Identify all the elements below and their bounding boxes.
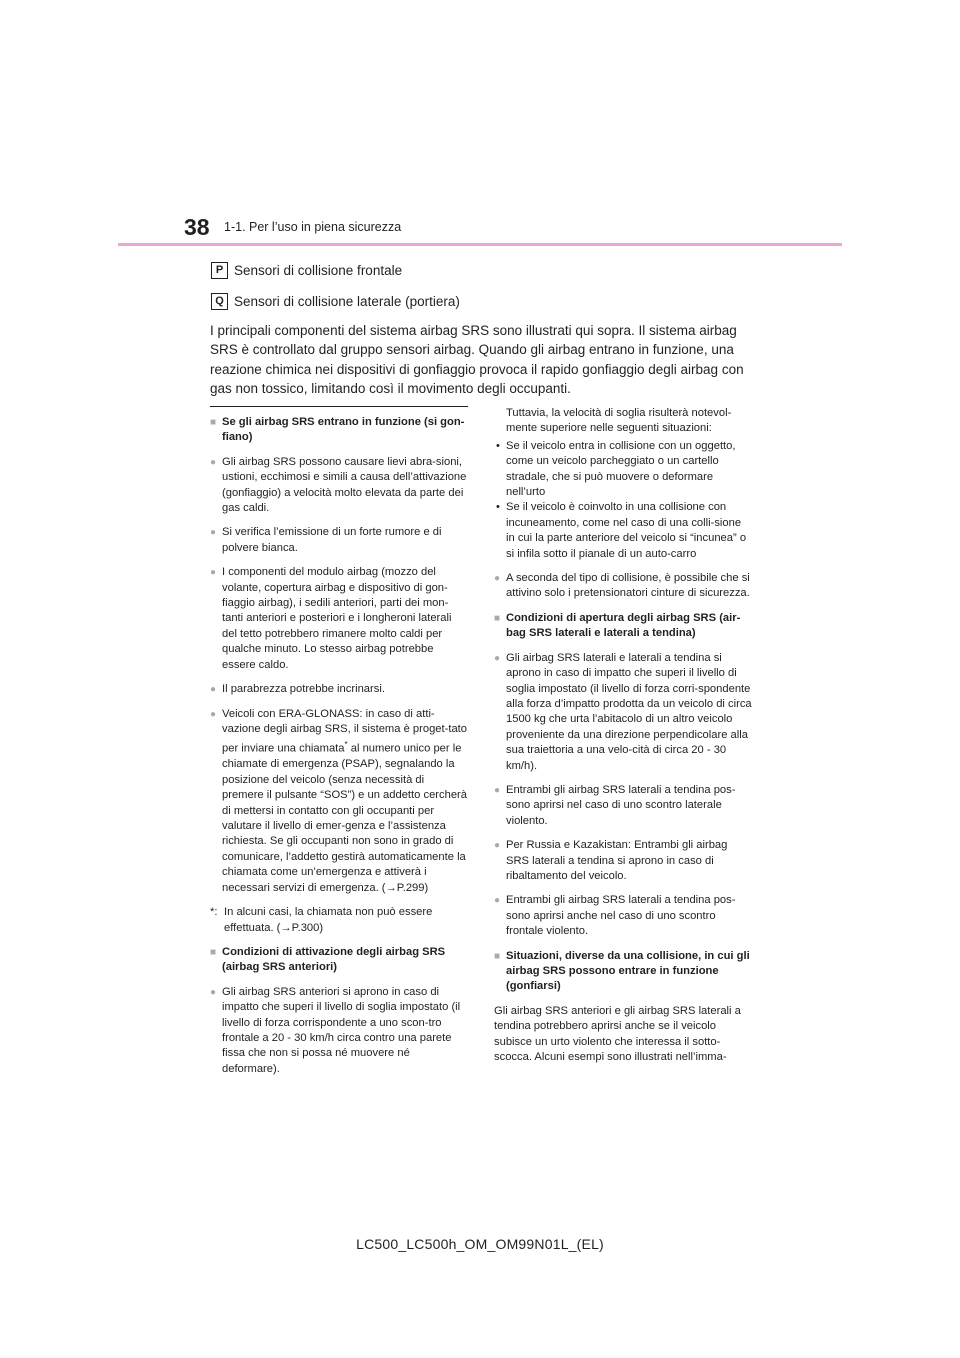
footer-code: LC500_LC500h_OM_OM99N01L_(EL) — [356, 1236, 604, 1252]
callout-q — [211, 293, 460, 310]
callout-p — [211, 262, 402, 279]
sub-bullet-object: • Se il veicolo entra in collisione con un oggetto, come un veicolo parcheggiato o un cartello stradale, che si può muovere o deformare nell’urto — [494, 439, 752, 501]
callout-text-p: Sensori di collisione frontale — [234, 263, 403, 278]
bullet-side-collision: ● Entrambi gli airbag SRS laterali a tendina pos-sono aprirsi nel caso di uno scontro laterale violento. — [494, 783, 752, 829]
threshold-paragraph: Tuttavia, la velocità di soglia risulterà notevol-mente superiore nelle seguenti situazioni: — [506, 407, 732, 435]
footnote — [210, 905, 468, 936]
bullet-windshield: ● Il parabrezza potrebbe incrinarsi. — [210, 682, 468, 697]
sub-bullet-underride: • Se il veicolo è coinvolto in una collisione con incuneamento, come nel caso di una colli-sione in cui la parte anteriore del veicolo si “incunea” o si infila sotto il pianale di un auto-carro — [494, 500, 752, 562]
callout-letter-q: Q — [211, 293, 228, 310]
bullet-rollover: ● Per Russia e Kazakistan: Entrambi gli airbag SRS laterali a tendina si aprono in caso di ribaltamento del veicolo. — [494, 838, 752, 884]
footnote-mark: *: — [210, 906, 218, 919]
footnote-text: In alcuni casi, la chiamata non può essere effettuata. (→P.300) — [224, 906, 433, 934]
heading-side-activation: ■ Condizioni di apertura degli airbag SRS (air-bag SRS laterali e laterali a tendina) — [494, 611, 752, 642]
era-glonass-text-b: al numero unico per le chiamate di emergenza (PSAP), segnalando la posizione del veicolo (senza necessità di premere il pulsante “SOS”) e un addetto cercherà di mettersi in contatto con gli occupanti per valutare il livello di emer-genza e l’assistenza richiesta. Se gli occupanti non sono in grado di comunicare, l’addetto gestirà automaticamente la chiamata come un’emergenza e attiverà i necessari servizi di emergenza. (→P.299) — [222, 743, 468, 894]
page-number: 38 — [184, 214, 210, 240]
callout-text-q: Sensori di collisione laterale (portiera) — [234, 294, 460, 309]
bullet-front-airbags: ● Gli airbag SRS anteriori si aprono in caso di impatto che superi il livello di soglia impostato (il livello di forza corrispondente a uno scon-tro frontale a 20 - 30 km/h circa contro una parete fissa che non si possa né muovere né deformare). — [210, 985, 468, 1077]
heading-non-collision: ■ Situazioni, diverse da una collisione, in cui gli airbag SRS possono entrare in funzione (gonfiarsi) — [494, 949, 752, 995]
left-column-rule — [210, 406, 468, 407]
bullet-frontal-collision: ● Entrambi gli airbag SRS laterali a tendina pos-sono aprirsi anche nel caso di uno scontro frontale violento. — [494, 893, 752, 939]
header-rule — [118, 243, 842, 246]
bullet-pretensioners: ● A seconda del tipo di collisione, è possibile che si attivino solo i pretensionatori cinture di sicurezza. — [494, 571, 752, 602]
bullet-noise: ● Si verifica l’emissione di un forte rumore e di polvere bianca. — [210, 525, 468, 556]
left-column — [210, 406, 468, 1086]
intro-paragraph: I principali componenti del sistema airbag SRS sono illustrati qui sopra. Il sistema airbag SRS è controllato dal gruppo sensori airbag. Quando gli airbag entrano in funzione, una reazione chimica nei dispositivi di gonfiaggio provoca il rapido gonfiaggio degli airbag con gas non tossico, limitando così il movimento degli occupanti. — [210, 323, 744, 397]
bullet-side-airbags: ● Gli airbag SRS laterali e laterali a tendina si aprono in caso di impatto che superi il livello di soglia impostato (il livello di forza corri-spondente alla forza d’impatto prodotta da un veicolo di circa 1500 kg che urta l’abitacolo di un altro veicolo proveniente da una direzione perpendicolare alla sua traiettoria a una velo-cità di circa 20 - 30 km/h). — [494, 651, 752, 774]
footnote-marker: * — [344, 740, 348, 750]
bullet-hot-components: ● I componenti del modulo airbag (mozzo del volante, copertura airbag e dispositivo di gon-fiaggio airbag), i sedili anteriori, parti dei mon-tanti anteriori e posteriori e i longheroni laterali del tetto potrebbero rimanere molto caldi per qualche minuto. Lo stesso airbag potrebbe essere caldo. — [210, 565, 468, 673]
heading-deploy: ■ Se gli airbag SRS entrano in funzione (si gon-fiano) — [210, 415, 468, 446]
heading-front-activation: ■ Condizioni di attivazione degli airbag SRS (airbag SRS anteriori) — [210, 945, 468, 976]
bullet-abrasions: ● Gli airbag SRS possono causare lievi abra-sioni, ustioni, ecchimosi e simili a causa dell’attivazione (gonfiaggio) a velocità molto elevata da parte dei gas caldi. — [210, 455, 468, 517]
section-title: 1-1. Per l’uso in piena sicurezza — [224, 220, 402, 234]
bullet-era-glonass — [210, 707, 468, 897]
era-glonass-text-a: Veicoli con ERA-GLONASS: in caso di atti-vazione degli airbag SRS, il sistema è proget-tato per inviare una chiamata — [222, 707, 468, 756]
callout-letter-p: P — [211, 262, 228, 279]
undercarriage-paragraph: Gli airbag SRS anteriori e gli airbag SRS laterali a tendina potrebbero aprirsi anche se il veicolo subisce un urto violento che interessa il sotto-scocca. Alcuni esempi sono illustrati nell’imma- — [494, 1004, 741, 1064]
right-column — [494, 406, 752, 1067]
